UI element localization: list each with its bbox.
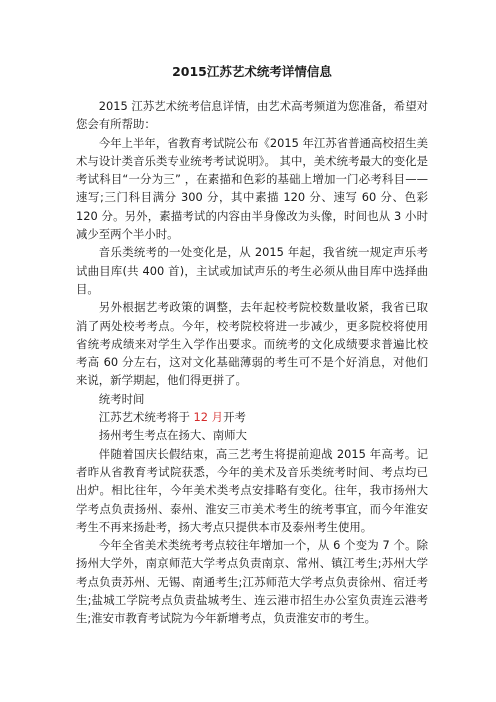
exam-changes-paragraph: 今年上半年，省教育考试院公布《2015 年江苏省普通高校招生美术与设计类音乐类专业统考考试说明》。 其中，美术统考最大的变化是考试科目“一分为三” ，在素描和色彩的基础上增加一门必考科目——速写;三门科目满分 300 分，其中素描 120 分、速写 60 分、色彩120 分。另外，素描考试的内容由半身像改为头像，时间也从 3 小时减少至两个半小时。 <box>76 135 428 242</box>
venue-changes-paragraph: 伴随着国庆长假结束，高三艺考生将提前迎战 2015 年高考。记者昨从省教育考试院获悉，今年的美术及音乐类统考时间、考点均已出炉。相比往年，今年美术类考点安排略有变化。往年，我市扬州大学考点负责扬州、泰州、淮安三市美术考生的统考事宜，而今年淮安考生不再来扬赴考，扬大考点只提供本市及泰州考生使用。 <box>76 446 428 534</box>
intro-paragraph: 2015 江苏艺术统考信息详情，由艺术高考频道为您准备，希望对您会有所帮助： <box>76 99 428 132</box>
music-repertoire-paragraph: 音乐类统考的一处变化是，从 2015 年起，我省统一规定声乐考试曲目库(共 400 首)，主试或加试声乐的考生必须从曲目库中选择曲目。 <box>76 245 428 296</box>
document-title: 2015江苏艺术统考详情信息 <box>172 64 332 79</box>
venue-list-paragraph: 今年全省美术类统考考点较往年增加一个，从 6 个变为 7 个。除扬州大学外，南京师范大学考点负责南京、常州、镇江考生;苏州大学考点负责苏州、无锡、南通考生;江苏师范大学考点负责徐州、宿迁考生;盐城工学院考点负责盐城考生、连云港市招生办公室负责连云港考生;淮安市教育考试院为今年新增考点，负责淮安市的考生。 <box>76 538 428 626</box>
exam-start-month: 12 月 <box>193 410 224 425</box>
exam-start-prefix: 江苏艺术统考将于 <box>98 410 194 425</box>
venue-heading: 扬州考生考点在扬大、南师大 <box>98 428 247 443</box>
policy-adjustment-paragraph: 另外根据艺考政策的调整，去年起校考院校数量收紧，我省已取消了两处校考考点。今年，校考院校将进一步减少，更多院校将使用省统考成绩来对学生入学作出要求。而统考的文化成绩要求普遍比校考高 60 分左右，这对文化基础薄弱的考生可不是个好消息，对他们来说，新学期起，他们得更拼了。 <box>76 300 428 388</box>
exam-start-suffix: 开考 <box>223 410 246 425</box>
exam-start-line <box>76 408 428 426</box>
section-heading-exam-time: 统考时间 <box>98 391 145 406</box>
